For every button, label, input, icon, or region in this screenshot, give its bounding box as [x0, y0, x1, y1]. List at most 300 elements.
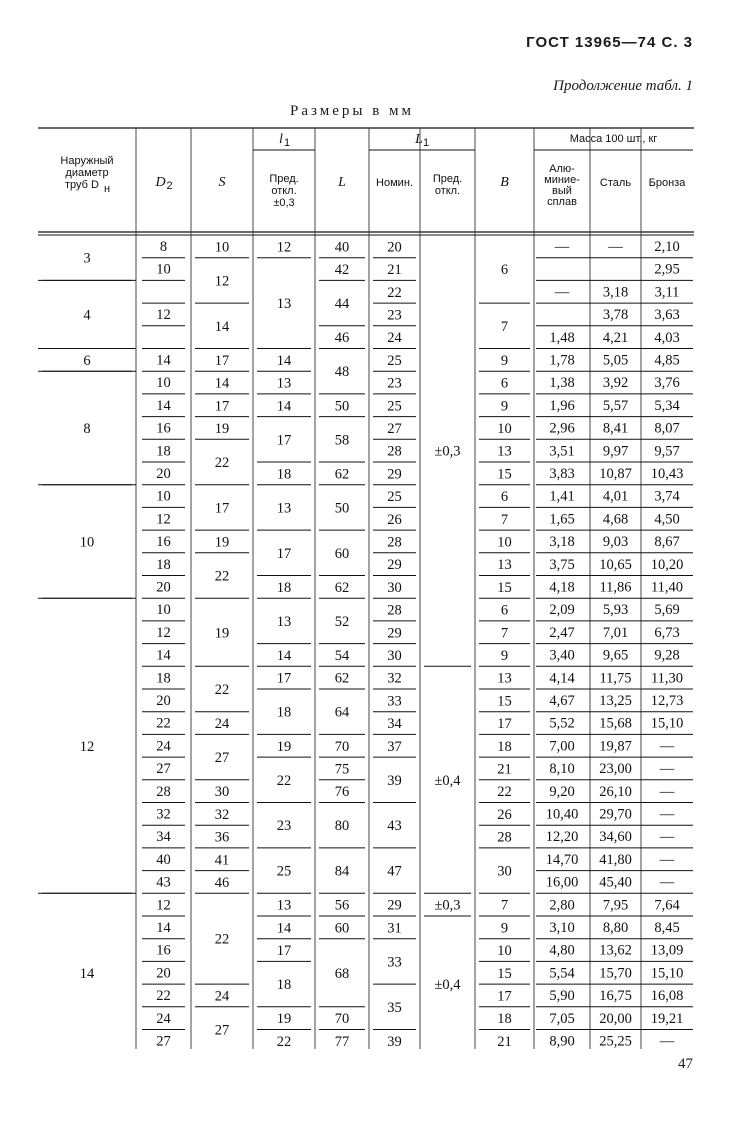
cell-mass-steel: 5,57 [602, 397, 629, 414]
cell-B: 15 [497, 693, 512, 710]
cell-d2: 10 [156, 261, 171, 278]
header-L: L [338, 175, 346, 190]
cell-mass-bronze: 3,74 [654, 488, 680, 505]
cell-s: 22 [214, 682, 230, 698]
cell-mass-steel: 9,65 [602, 647, 629, 664]
cell-mass-bronze: 5,69 [654, 602, 680, 619]
cell-mass-bronze: 13,09 [650, 942, 684, 959]
cell-s: 19 [214, 625, 230, 642]
cell-d2: 20 [156, 466, 171, 482]
cell-L1: 25 [387, 398, 402, 415]
cell-B: 13 [497, 670, 512, 687]
cell-L: 60 [334, 920, 350, 937]
table-grid [38, 124, 694, 1049]
cell-mass-bronze: 11,40 [650, 579, 684, 596]
cell-mass-aluminium: 3,83 [549, 466, 575, 482]
cell-s: 14 [214, 375, 230, 392]
cell-L1: 33 [387, 954, 402, 971]
cell-mass-steel: 41,80 [599, 851, 632, 868]
cell-L: 54 [334, 647, 350, 664]
cell-mass-steel: 45,40 [599, 874, 632, 891]
header-mass: Масса 100 шт., кг [569, 133, 658, 145]
cell-l1: 17 [276, 545, 292, 562]
cell-L: 84 [334, 863, 350, 880]
header-d2-sub: 2 [166, 180, 173, 192]
cell-L1: 34 [387, 716, 402, 733]
cell-mass-bronze: 11,30 [650, 670, 684, 687]
cell-B: 13 [497, 443, 512, 460]
cell-mass-aluminium: 5,90 [549, 988, 575, 1005]
cell-B: 9 [500, 647, 509, 664]
cell-s: 32 [214, 806, 230, 823]
cell-L1: 21 [387, 262, 402, 279]
cell-L1: 27 [387, 420, 402, 437]
cell-B: 10 [497, 943, 512, 960]
cell-l1: 14 [276, 920, 292, 937]
cell-s: 36 [214, 829, 230, 846]
cell-d2: 20 [156, 965, 171, 982]
cell-mass-steel: 3,92 [602, 375, 629, 392]
cell-B: 7 [500, 511, 509, 528]
cell-l1: 13 [276, 375, 292, 392]
cell-B: 7 [500, 318, 509, 335]
cell-B: 26 [497, 806, 512, 823]
cell-l1: 23 [276, 818, 292, 835]
cell-d2: 16 [156, 534, 171, 551]
cell-d2: 14 [156, 352, 171, 369]
cell-d2: 18 [156, 670, 171, 687]
cell-L1: 32 [387, 670, 402, 687]
cell-d2: 12 [156, 897, 171, 914]
cell-mass-steel: 15,68 [599, 715, 632, 732]
cell-l1: 17 [276, 943, 292, 960]
cell-mass-steel: 7,01 [602, 624, 629, 641]
cell-mass-aluminium: 4,18 [549, 579, 575, 596]
cell-mass-aluminium: 16,00 [545, 874, 579, 891]
cell-L: 52 [334, 613, 350, 630]
cell-s: 30 [214, 784, 230, 801]
cell-L1: 29 [387, 557, 402, 574]
cell-d2: 18 [156, 443, 171, 460]
cell-mass-bronze: 10,20 [650, 556, 684, 573]
cell-mass-bronze: 8,67 [654, 534, 680, 551]
cell-B: 28 [497, 829, 512, 846]
cell-mass-bronze: 5,34 [654, 397, 680, 414]
cell-B: 6 [500, 602, 509, 619]
cell-s: 24 [214, 716, 230, 733]
cell-L1: 20 [387, 239, 402, 256]
cell-l1: 13 [276, 296, 292, 313]
cell-mass-steel: 10,87 [599, 466, 632, 482]
cell-mass-bronze: — [659, 829, 675, 846]
cell-d2: 16 [156, 942, 171, 959]
cell-l1: 13 [276, 500, 292, 517]
header-L1-tolerance: откл. [434, 185, 461, 197]
cell-mass-steel: 4,21 [602, 329, 629, 346]
cell-d2: 10 [156, 488, 171, 505]
cell-L1-tolerance: ±0,3 [434, 897, 461, 914]
cell-B: 9 [500, 398, 509, 415]
cell-mass-bronze: 15,10 [650, 965, 684, 982]
cell-mass-steel: 26,10 [599, 783, 632, 800]
cell-outer-diameter: 4 [83, 307, 91, 324]
cell-s: 19 [214, 534, 230, 551]
header-mass-aluminium: Алю- [549, 163, 575, 175]
cell-mass-steel: 3,18 [602, 284, 629, 301]
cell-L1: 24 [387, 330, 402, 347]
cell-mass-aluminium: 14,70 [545, 851, 579, 868]
cell-mass-aluminium: 1,65 [549, 511, 575, 528]
cell-mass-bronze: 4,85 [654, 352, 680, 369]
header-l1-tolerance: ±0,3 [273, 197, 295, 209]
cell-B: 6 [500, 262, 509, 279]
cell-B: 17 [497, 988, 512, 1005]
cell-mass-bronze: 4,50 [654, 511, 680, 528]
cell-mass-bronze: — [659, 783, 675, 800]
cell-mass-aluminium: — [554, 284, 570, 301]
cell-s: 22 [214, 931, 230, 948]
cell-d2: 22 [156, 715, 171, 732]
cell-mass-aluminium: 3,75 [549, 556, 575, 573]
cell-d2: 14 [156, 397, 171, 414]
cell-mass-bronze: — [659, 1033, 675, 1049]
header-l1: l [279, 132, 283, 147]
cell-B: 21 [497, 1033, 512, 1049]
cell-mass-steel: — [608, 239, 623, 255]
cell-L1: 25 [387, 352, 402, 369]
cell-s: 17 [214, 398, 230, 415]
cell-mass-aluminium: 7,00 [549, 738, 575, 755]
cell-mass-steel: 9,97 [602, 443, 629, 460]
cell-s: 19 [214, 420, 230, 437]
cell-L: 40 [334, 239, 350, 256]
cell-mass-aluminium: 2,80 [549, 897, 575, 914]
cell-L: 62 [334, 579, 350, 596]
cell-s: 17 [214, 500, 230, 517]
header-d2: D [155, 175, 166, 190]
cell-L: 60 [334, 545, 350, 562]
cell-l1: 18 [276, 466, 292, 483]
cell-L: 75 [334, 761, 350, 778]
header-outer-diameter-sub: н [103, 183, 111, 195]
cell-outer-diameter: 10 [79, 534, 95, 551]
cell-mass-bronze: 3,11 [654, 284, 680, 301]
cell-L1-tolerance: ±0,3 [434, 443, 461, 460]
cell-mass-aluminium: 2,96 [549, 420, 575, 437]
header-mass-aluminium: миние- [544, 174, 580, 186]
cell-B: 15 [497, 965, 512, 982]
cell-d2: 18 [156, 556, 171, 573]
cell-L1: 39 [387, 772, 402, 789]
cell-l1: 22 [276, 1033, 292, 1049]
cell-outer-diameter: 6 [83, 352, 91, 369]
cell-mass-bronze: 2,95 [654, 261, 680, 278]
cell-L1: 25 [387, 489, 402, 506]
cell-B: 6 [500, 375, 509, 392]
cell-mass-bronze: 15,10 [650, 715, 684, 732]
cell-d2: 22 [156, 988, 171, 1005]
cell-L: 80 [334, 818, 350, 835]
header-l1-tolerance: откл. [271, 185, 297, 197]
cell-mass-aluminium: 1,41 [549, 488, 575, 505]
cell-d2: 28 [156, 783, 171, 800]
cell-mass-aluminium: 3,40 [549, 647, 575, 664]
cell-mass-steel: 5,93 [602, 602, 629, 619]
cell-l1: 25 [276, 863, 292, 880]
cell-s: 12 [214, 273, 230, 290]
cell-mass-steel: 8,41 [602, 420, 629, 437]
cell-mass-aluminium: 2,47 [549, 624, 575, 641]
cell-L: 50 [334, 500, 350, 517]
cell-L: 77 [334, 1033, 350, 1049]
cell-s: 27 [214, 1022, 230, 1039]
cell-L1: 33 [387, 693, 402, 710]
cell-d2: 24 [156, 738, 171, 755]
cell-mass-aluminium: 1,78 [549, 352, 575, 369]
header-L1: L [415, 132, 423, 147]
cell-mass-steel: 4,01 [602, 488, 629, 505]
cell-L: 44 [334, 296, 350, 313]
cell-B: 15 [497, 466, 512, 483]
cell-mass-steel: 16,75 [599, 988, 632, 1005]
cell-mass-aluminium: 5,54 [549, 965, 575, 982]
cell-B: 13 [497, 557, 512, 574]
cell-L1: 35 [387, 999, 402, 1016]
cell-L1: 30 [387, 579, 402, 596]
cell-mass-aluminium: 4,67 [549, 693, 575, 709]
cell-L1: 28 [387, 443, 402, 460]
cell-L1: 29 [387, 466, 402, 483]
cell-mass-bronze: 6,73 [654, 624, 680, 641]
cell-l1: 19 [276, 738, 292, 755]
cell-l1: 14 [276, 647, 292, 664]
header-mass-aluminium: сплав [547, 196, 577, 208]
cell-L1: 22 [387, 284, 402, 301]
cell-mass-steel: 19,87 [599, 738, 632, 755]
cell-mass-bronze: 7,64 [654, 897, 680, 914]
cell-mass-bronze: 19,21 [650, 1010, 684, 1027]
cell-B: 21 [497, 761, 512, 778]
cell-mass-steel: 5,05 [602, 352, 629, 369]
cell-s: 46 [214, 874, 230, 891]
cell-L: 64 [334, 704, 350, 721]
cell-L1: 43 [387, 818, 402, 835]
cell-mass-steel: 25,25 [599, 1033, 632, 1049]
cell-l1: 19 [276, 1011, 292, 1028]
header-B: B [500, 175, 509, 190]
cell-l1: 14 [276, 398, 292, 415]
cell-mass-aluminium: 9,20 [549, 783, 575, 800]
cell-l1: 17 [276, 432, 292, 449]
cell-B: 22 [497, 784, 512, 801]
cell-L1: 30 [387, 647, 402, 664]
cell-d2: 27 [156, 761, 171, 778]
cell-mass-bronze: — [659, 738, 675, 755]
cell-mass-steel: 8,80 [602, 920, 629, 936]
cell-d2: 8 [159, 239, 168, 255]
cell-d2: 32 [156, 806, 171, 823]
cell-s: 22 [214, 455, 230, 471]
cell-l1: 13 [276, 613, 292, 630]
cell-B: 30 [497, 863, 512, 880]
cell-mass-aluminium: 7,05 [549, 1010, 575, 1027]
cell-d2: 10 [156, 375, 171, 392]
cell-s: 24 [214, 988, 230, 1005]
header-mass-aluminium: вый [552, 185, 572, 197]
cell-B: 7 [500, 625, 509, 642]
cell-L1: 31 [387, 920, 402, 937]
cell-l1: 18 [276, 704, 292, 721]
cell-d2: 16 [156, 420, 171, 437]
cell-outer-diameter: 8 [83, 420, 91, 437]
cell-s: 22 [214, 568, 230, 585]
cell-mass-aluminium: 4,80 [549, 942, 575, 959]
cell-outer-diameter: 14 [79, 965, 95, 982]
table-continuation-label: Продолжение табл. 1 [553, 78, 693, 94]
cell-l1: 18 [276, 977, 292, 994]
cell-d2: 27 [156, 1033, 171, 1049]
cell-mass-steel: 10,65 [599, 556, 632, 573]
cell-s: 10 [214, 239, 230, 256]
cell-s: 41 [214, 852, 230, 869]
cell-L: 68 [334, 965, 350, 982]
cell-l1: 22 [276, 772, 292, 789]
cell-L1-tolerance: ±0,4 [434, 977, 461, 994]
cell-mass-bronze: 16,08 [650, 988, 684, 1005]
header-L1-tolerance: Пред. [432, 173, 463, 185]
cell-mass-bronze: — [659, 851, 675, 868]
cell-l1: 14 [276, 352, 292, 369]
cell-mass-bronze: — [659, 761, 675, 778]
dimensions-table [38, 124, 694, 1049]
header-L1-nominal: Номин. [376, 177, 413, 189]
cell-d2: 43 [156, 874, 171, 891]
cell-B: 17 [497, 716, 512, 733]
cell-mass-bronze: 9,57 [654, 443, 680, 460]
cell-d2: 14 [156, 920, 171, 936]
cell-d2: 34 [156, 829, 171, 846]
cell-L: 58 [334, 432, 350, 449]
cell-mass-steel: 34,60 [599, 829, 632, 846]
cell-mass-aluminium: 8,10 [549, 761, 575, 778]
page-number: 47 [678, 1056, 693, 1072]
cell-d2: 10 [156, 602, 171, 619]
cell-L1: 23 [387, 375, 402, 392]
cell-outer-diameter: 3 [83, 250, 91, 267]
cell-L: 70 [334, 738, 350, 755]
cell-B: 18 [497, 1011, 512, 1028]
cell-mass-bronze: — [659, 874, 675, 891]
cell-L1: 29 [387, 625, 402, 642]
cell-B: 15 [497, 579, 512, 596]
cell-mass-bronze: 8,45 [654, 920, 680, 936]
cell-mass-bronze: 2,10 [654, 239, 680, 255]
cell-d2: 12 [156, 307, 171, 324]
cell-mass-aluminium: 3,51 [549, 443, 575, 460]
cell-B: 7 [500, 897, 509, 914]
cell-mass-steel: 3,78 [602, 307, 629, 324]
cell-B: 10 [497, 534, 512, 551]
cell-L1-tolerance: ±0,4 [434, 772, 461, 789]
dimensions-note: Размеры в мм [290, 103, 415, 119]
cell-d2: 20 [156, 579, 171, 596]
cell-l1: 13 [276, 897, 292, 914]
cell-mass-aluminium: 10,40 [545, 806, 579, 823]
cell-d2: 12 [156, 624, 171, 641]
document-title: ГОСТ 13965—74 С. 3 [526, 34, 693, 51]
cell-L1: 47 [387, 863, 402, 880]
cell-L: 62 [334, 466, 350, 483]
cell-d2: 12 [156, 511, 171, 528]
cell-B: 6 [500, 489, 509, 506]
cell-mass-aluminium: 3,10 [549, 920, 575, 936]
cell-mass-aluminium: 5,52 [549, 715, 575, 732]
cell-L: 70 [334, 1011, 350, 1028]
cell-mass-bronze: 3,63 [654, 307, 680, 324]
cell-d2: 20 [156, 693, 171, 709]
cell-mass-bronze: 3,76 [654, 375, 680, 392]
cell-L: 50 [334, 398, 350, 415]
cell-mass-bronze: 12,73 [650, 693, 684, 709]
cell-mass-aluminium: 1,48 [549, 329, 575, 346]
cell-mass-aluminium: 1,96 [549, 397, 575, 414]
cell-mass-bronze: 10,43 [650, 466, 684, 482]
cell-B: 18 [497, 738, 512, 755]
cell-L: 46 [334, 330, 350, 347]
cell-B: 10 [497, 420, 512, 437]
cell-mass-steel: 29,70 [599, 806, 632, 823]
header-outer-diameter: диаметр [65, 167, 109, 179]
cell-mass-bronze: 9,28 [654, 647, 680, 664]
cell-mass-aluminium: 2,09 [549, 602, 575, 619]
header-mass-bronze: Бронза [648, 177, 686, 189]
cell-mass-steel: 11,75 [599, 670, 632, 687]
cell-l1: 12 [276, 239, 292, 256]
cell-s: 27 [214, 750, 230, 767]
cell-d2: 24 [156, 1010, 171, 1027]
cell-L: 42 [334, 262, 350, 279]
cell-mass-steel: 15,70 [599, 965, 632, 982]
cell-s: 14 [214, 318, 230, 335]
cell-mass-aluminium: 1,38 [549, 375, 575, 392]
cell-mass-aluminium: 8,90 [549, 1033, 575, 1049]
header-s: S [218, 175, 226, 190]
cell-mass-steel: 13,25 [599, 693, 632, 709]
cell-d2: 40 [156, 851, 171, 868]
cell-outer-diameter: 12 [79, 738, 95, 755]
cell-mass-steel: 4,68 [602, 511, 629, 528]
cell-L1: 28 [387, 602, 402, 619]
cell-s: 17 [214, 352, 230, 369]
cell-L1: 23 [387, 307, 402, 324]
cell-mass-aluminium: 12,20 [545, 829, 579, 846]
cell-mass-steel: 20,00 [599, 1010, 632, 1027]
cell-l1: 17 [276, 670, 292, 687]
header-mass-steel: Сталь [599, 177, 632, 189]
header-l1-tolerance: Пред. [269, 173, 299, 185]
cell-L: 76 [334, 784, 350, 801]
cell-L1: 37 [387, 738, 402, 755]
cell-mass-aluminium: 3,18 [549, 534, 575, 551]
cell-B: 9 [500, 920, 509, 937]
cell-mass-bronze: 4,03 [654, 329, 680, 346]
cell-mass-steel: 23,00 [599, 761, 632, 778]
cell-mass-bronze: — [659, 806, 675, 823]
cell-L: 56 [334, 897, 350, 914]
cell-mass-aluminium: — [554, 239, 570, 255]
cell-d2: 14 [156, 647, 171, 664]
cell-L1: 26 [387, 511, 402, 528]
